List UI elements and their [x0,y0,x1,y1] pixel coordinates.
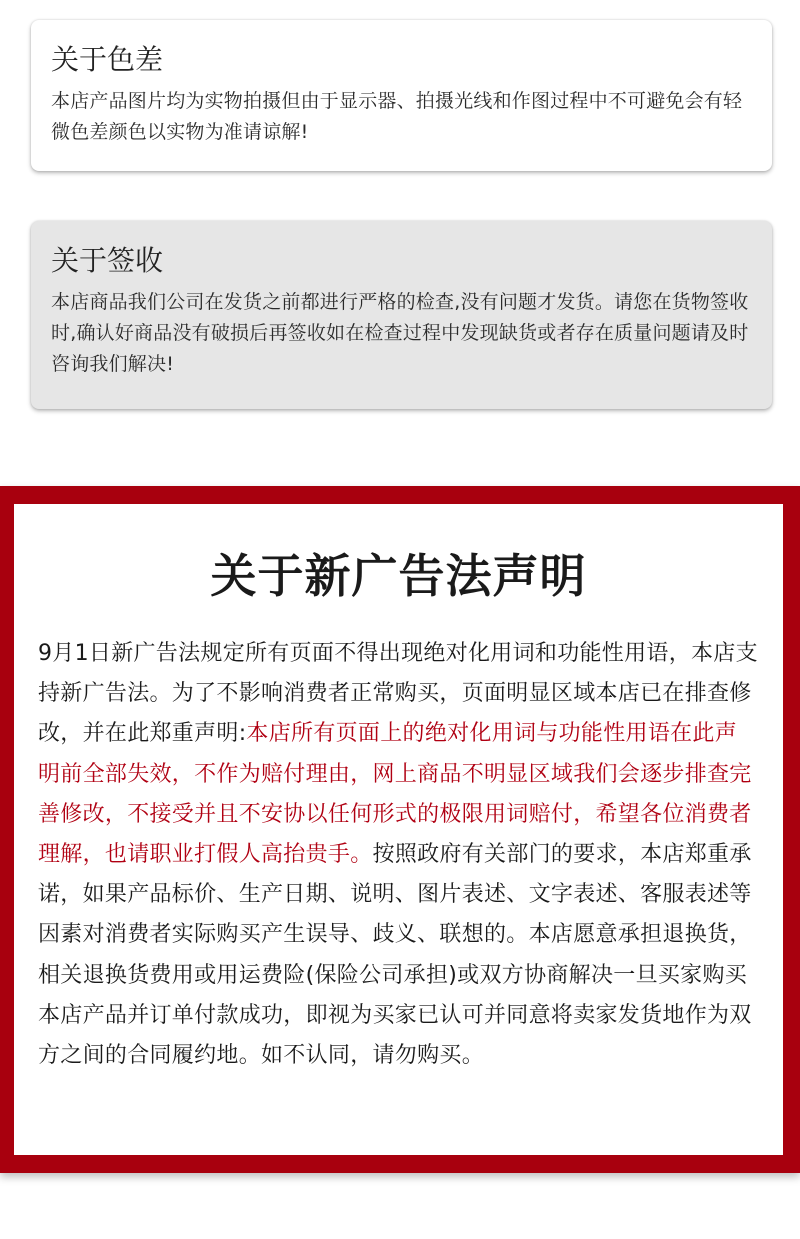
color-difference-text: 本店产品图片均为实物拍摄但由于显示器、拍摄光线和作图过程中不可避免会有轻微色差颜色以实物为准请谅解! [51,90,743,143]
ad-law-notice-outro: 按照政府有关部门的要求，本店郑重承诺，如果产品标价、生产日期、说明、图片表述、文字表述、客服表述等因素对消费者实际购买产生误导、歧义、联想的。本店愿意承担退换货，相关退换货费用或用运费险(保险公司承担)或双方协商解决一旦买家购买本店产品并订单付款成功，即视为买家已认可并同意将卖家发货地作为双方之间的合同履约地。如不认同，请勿购买。 [38,842,752,1069]
color-difference-title: 关于色差 [51,43,164,76]
ad-law-notice-highlight: 本店所有页面上的绝对化用词与功能性用语在此声明前全部失效，不作为赔付理由，网上商品不明显区域我们会逐步排查完善修改，不接受并且不安协以任何形式的极限用词赔付，希望各位消费者理解，也请职业打假人高抬贵手。 [38,721,752,868]
signing-title: 关于签收 [51,244,164,277]
signing-text: 本店商品我们公司在发货之前都进行严格的检查,没有问题才发货。请您在货物签收时,确认好商品没有破损后再签收如在检查过程中发现缺货或者存在质量问题请及时咨询我们解决! [51,291,749,375]
ad-law-notice-title: 关于新广告法声明 [210,549,587,603]
signing-card [31,221,772,409]
ad-law-notice-text [38,634,759,1076]
ad-law-notice-panel [14,504,783,1155]
ad-law-notice-intro: 9月1日新广告法规定所有页面不得出现绝对化用词和功能性用语，本店支持新广告法。为了不影响消费者正常购买，页面明显区域本店已在排查修改，并在此郑重声明: [38,641,758,747]
color-difference-card [31,20,772,171]
ad-law-notice-frame [0,486,800,1173]
